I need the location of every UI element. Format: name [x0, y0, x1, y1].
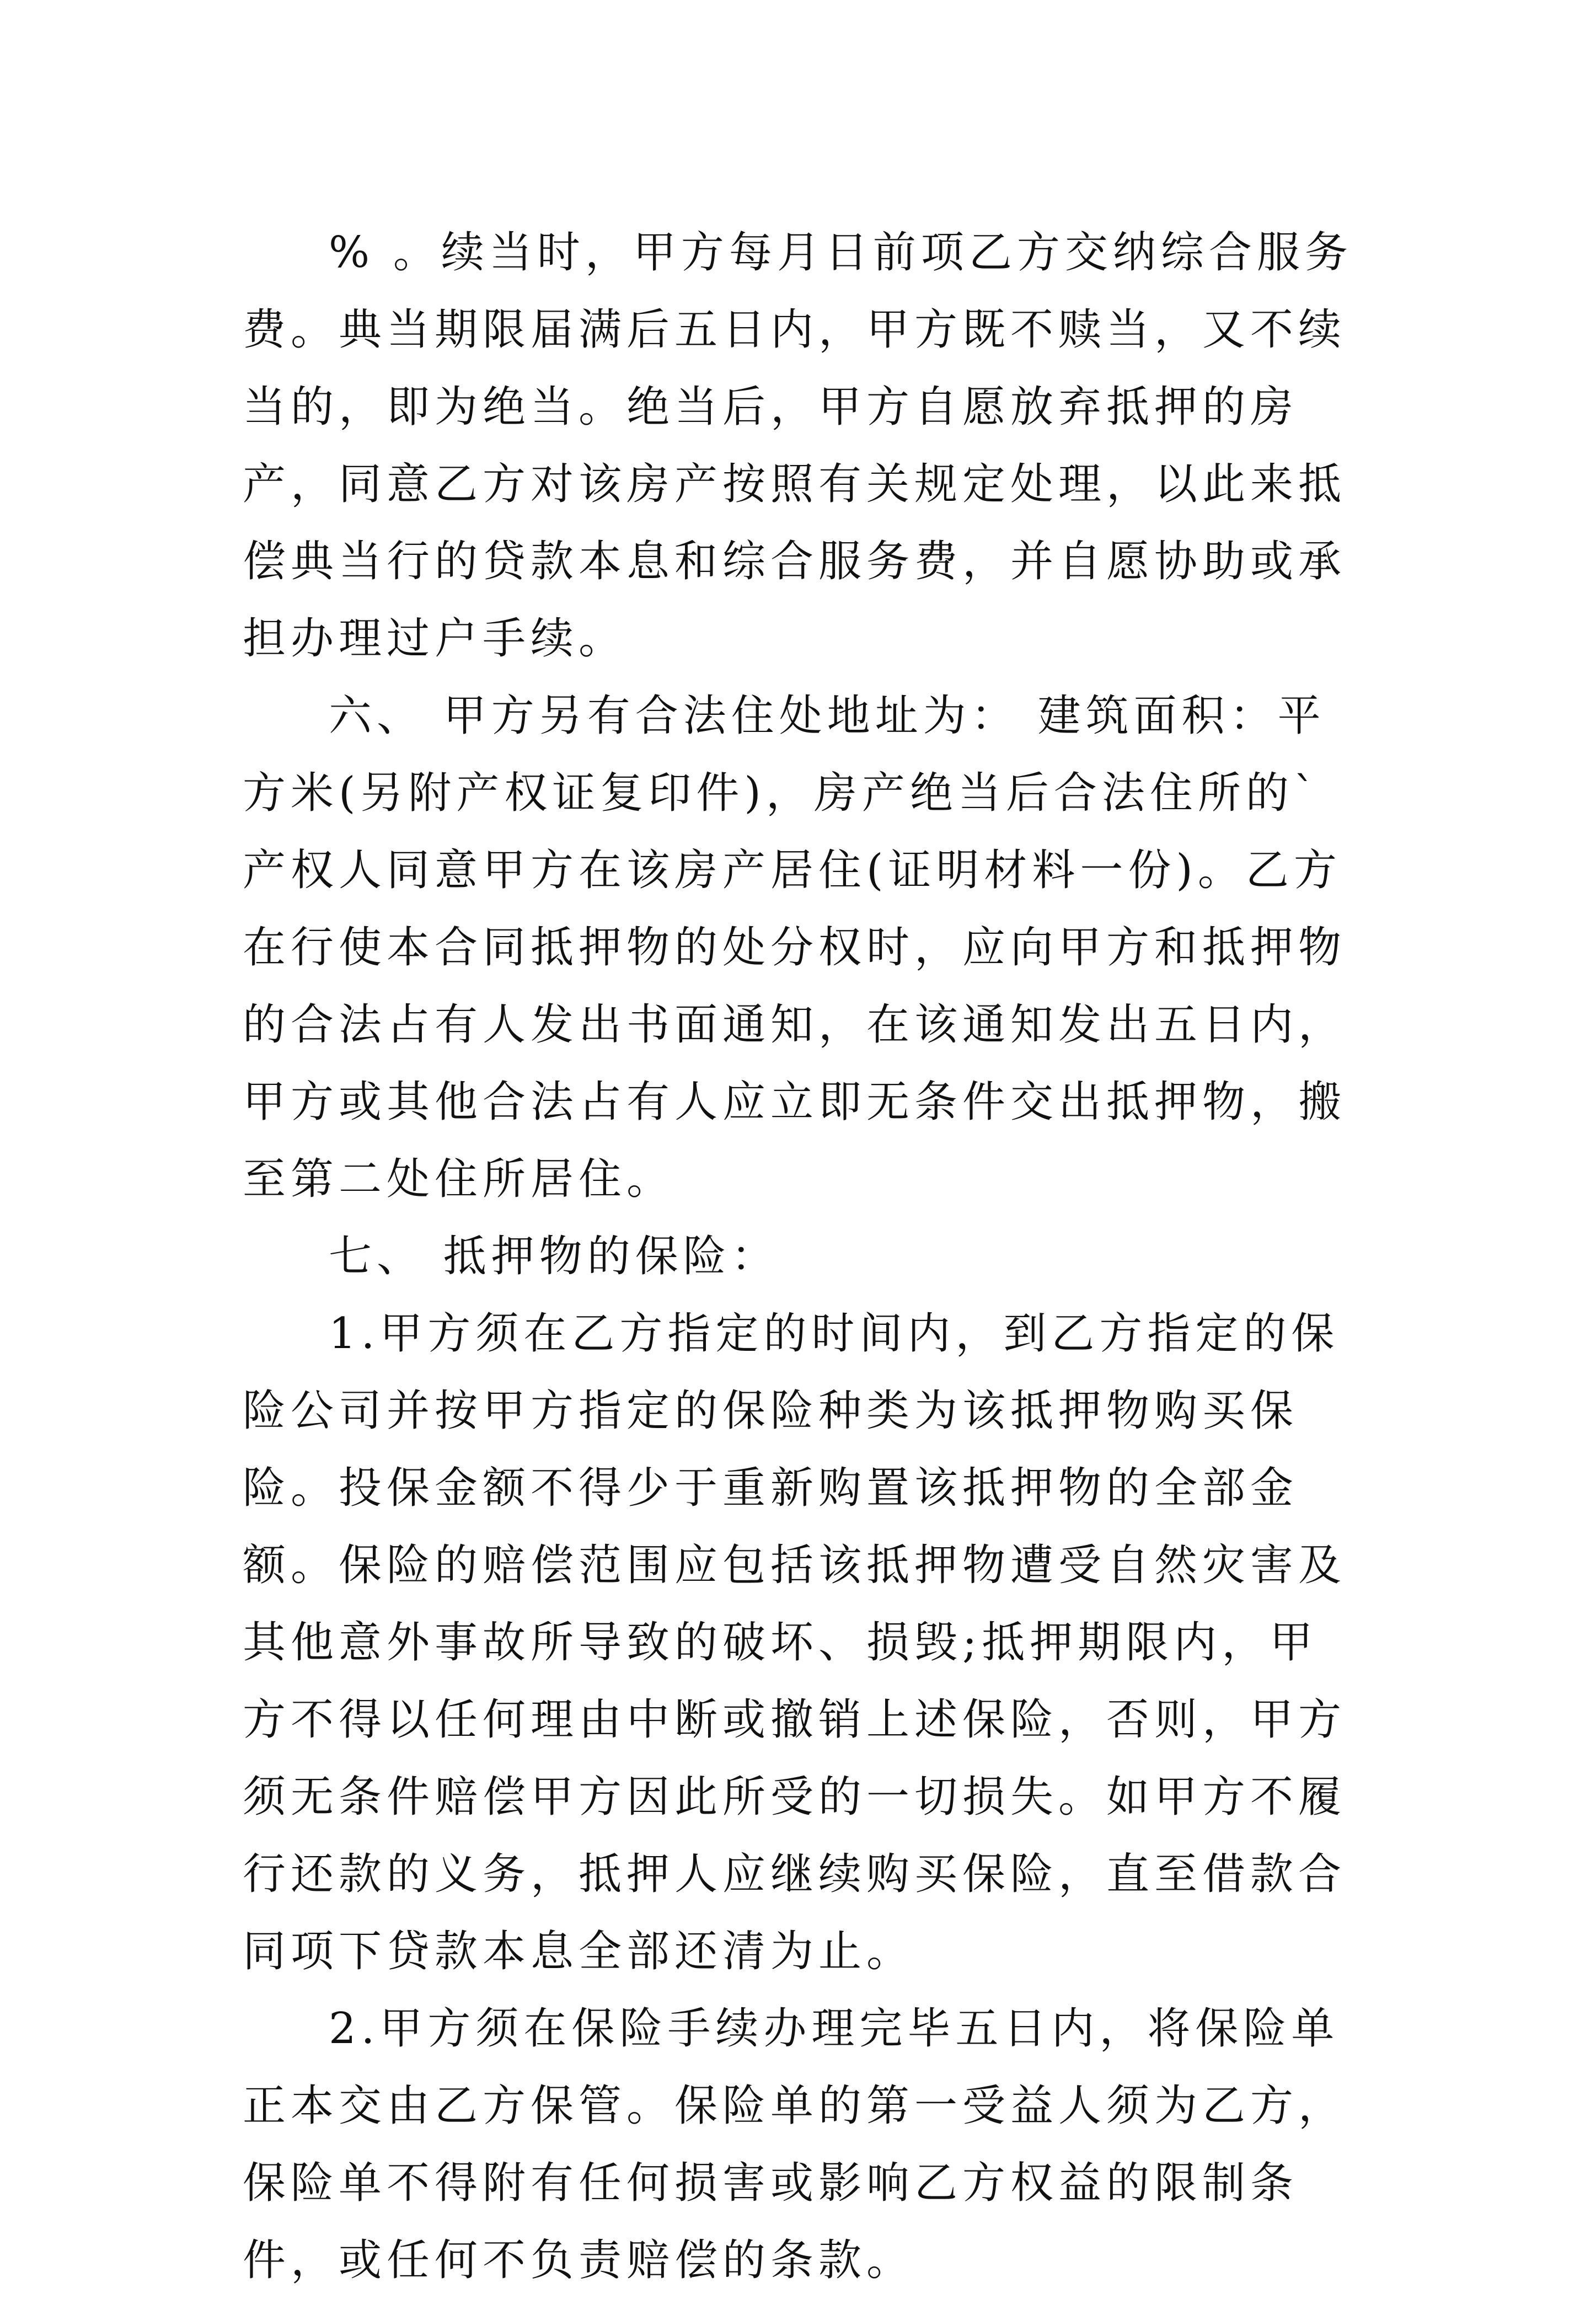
paragraph-insurance-item-1: 1.甲方须在乙方指定的时间内，到乙方指定的保险公司并按甲方指定的保险种类为该抵押物购买保险。投保金额不得少于重新购置该抵押物的全部金额。保险的赔偿范围应包括该抵押物遭受自然灾害及其他意外事故所导致的破坏、损毁;抵押期限内，甲方不得以任何理由中断或撤销上述保险，否则，甲方须无条件赔偿甲方因此所受的一切损失。如甲方不履行还款的义务，抵押人应继续购买保险，直至借款合同项下贷款本息全部还清为止。 [243, 1309, 1347, 1976]
document-body [243, 214, 1362, 2299]
paragraph-clause-seven-heading: 七、 抵押物的保险： [329, 1232, 779, 1281]
paragraph-pawn-term: % 。续当时，甲方每月日前项乙方交纳综合服务费。典当期限届满后五日内，甲方既不赎当，又不续当的，即为绝当。绝当后，甲方自愿放弃抵押的房产，同意乙方对该房产按照有关规定处理，以此来抵偿典当行的贷款本息和综合服务费，并自愿协助或承担办理过户手续。 [243, 228, 1353, 664]
paragraph-clause-six: 六、 甲方另有合法住处地址为： 建筑面积：平方米(另附产权证复印件)，房产绝当后合法住所的`产权人同意甲方在该房产居住(证明材料一份)。乙方在行使本合同抵押物的处分权时，应向甲方和抵押物的合法占有人发出书面通知，在该通知发出五日内，甲方或其他合法占有人应立即无条件交出抵押物，搬至第二处住所居住。 [243, 691, 1347, 1204]
paragraph-insurance-item-2: 2.甲方须在保险手续办理完毕五日内，将保险单正本交由乙方保管。保险单的第一受益人须为乙方，保险单不得附有任何损害或影响乙方权益的限制条件，或任何不负责赔偿的条款。 [243, 2004, 1347, 2285]
